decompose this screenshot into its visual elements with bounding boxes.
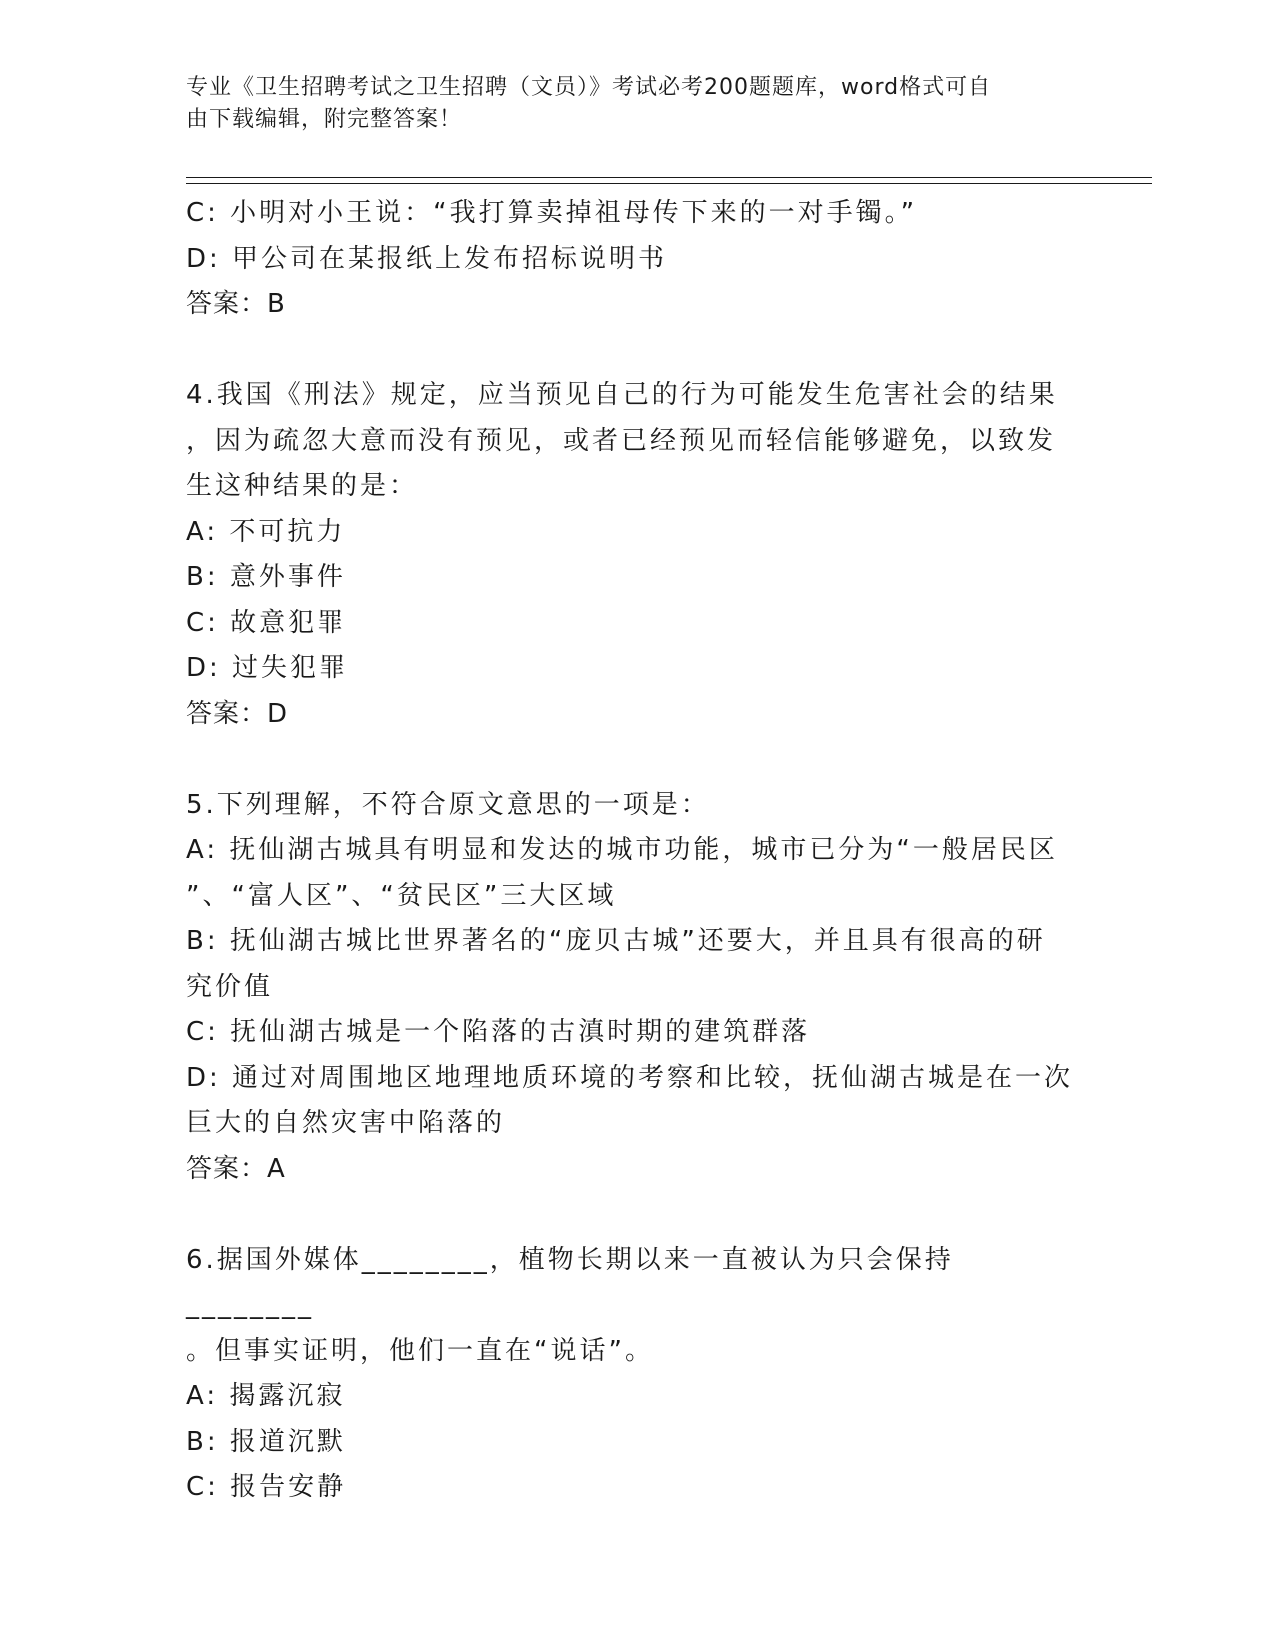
option-d: D: 甲公司在某报纸上发布招标说明书 bbox=[186, 243, 668, 274]
option-d-continued: 巨大的自然灾害中陷落的 bbox=[186, 1108, 506, 1138]
header-divider-top bbox=[186, 177, 1152, 178]
question-stem: ，因为疏忽大意而没有预见，或者已经预见而轻信能够避免，以致发 bbox=[186, 425, 1057, 456]
option-a-continued: ”、“富人区”、“贫民区”三大区域 bbox=[186, 880, 617, 911]
question-stem: 4.我国《刑法》规定，应当预见自己的行为可能发生危害社会的结果 bbox=[186, 380, 1058, 410]
question-stem: 6.据国外媒体________，植物长期以来一直被认为只会保持________ bbox=[186, 1244, 954, 1320]
document-header bbox=[186, 72, 1066, 136]
option-c: C: 故意犯罪 bbox=[186, 607, 347, 638]
option-b: B: 意外事件 bbox=[186, 562, 346, 592]
option-d: D: 通过对周围地区地理地质环境的考察和比较，抚仙湖古城是在一次 bbox=[186, 1062, 1074, 1093]
answer: 答案：B bbox=[186, 289, 286, 319]
header-line-2: 由下载编辑，附完整答案！ bbox=[186, 107, 463, 132]
question-3-tail bbox=[186, 191, 1076, 328]
question-5 bbox=[186, 783, 1076, 1193]
option-c: C: 抚仙湖古城是一个陷落的古滇时期的建筑群落 bbox=[186, 1017, 811, 1047]
question-4 bbox=[186, 373, 1076, 737]
question-stem: 5.下列理解，不符合原文意思的一项是： bbox=[186, 789, 710, 820]
question-stem: 生这种结果的是： bbox=[186, 471, 419, 501]
option-d: D: 过失犯罪 bbox=[186, 653, 349, 683]
option-b: B: 报道沉默 bbox=[186, 1426, 346, 1457]
document-body bbox=[186, 191, 1076, 1511]
header-line-1: 专业《卫生招聘考试之卫生招聘（文员）》考试必考200题题库，word格式可自 bbox=[186, 75, 992, 100]
option-a: A: 抚仙湖古城具有明显和发达的城市功能，城市已分为“一般居民区 bbox=[186, 835, 1058, 865]
answer: 答案：D bbox=[186, 698, 289, 729]
option-c: C: 小明对小王说：“我打算卖掉祖母传下来的一对手镯。” bbox=[186, 198, 918, 228]
option-c: C: 报告安静 bbox=[186, 1472, 347, 1502]
option-a: A: 揭露沉寂 bbox=[186, 1381, 346, 1411]
option-b: B: 抚仙湖古城比世界著名的“庞贝古城”还要大，并且具有很高的研 bbox=[186, 926, 1046, 956]
header-divider-bottom bbox=[186, 183, 1152, 184]
option-a: A: 不可抗力 bbox=[186, 516, 346, 547]
answer: 答案：A bbox=[186, 1153, 286, 1184]
option-b-continued: 究价值 bbox=[186, 971, 274, 1002]
question-stem: 。但事实证明，他们一直在“说话”。 bbox=[186, 1335, 654, 1366]
question-6 bbox=[186, 1238, 1076, 1511]
